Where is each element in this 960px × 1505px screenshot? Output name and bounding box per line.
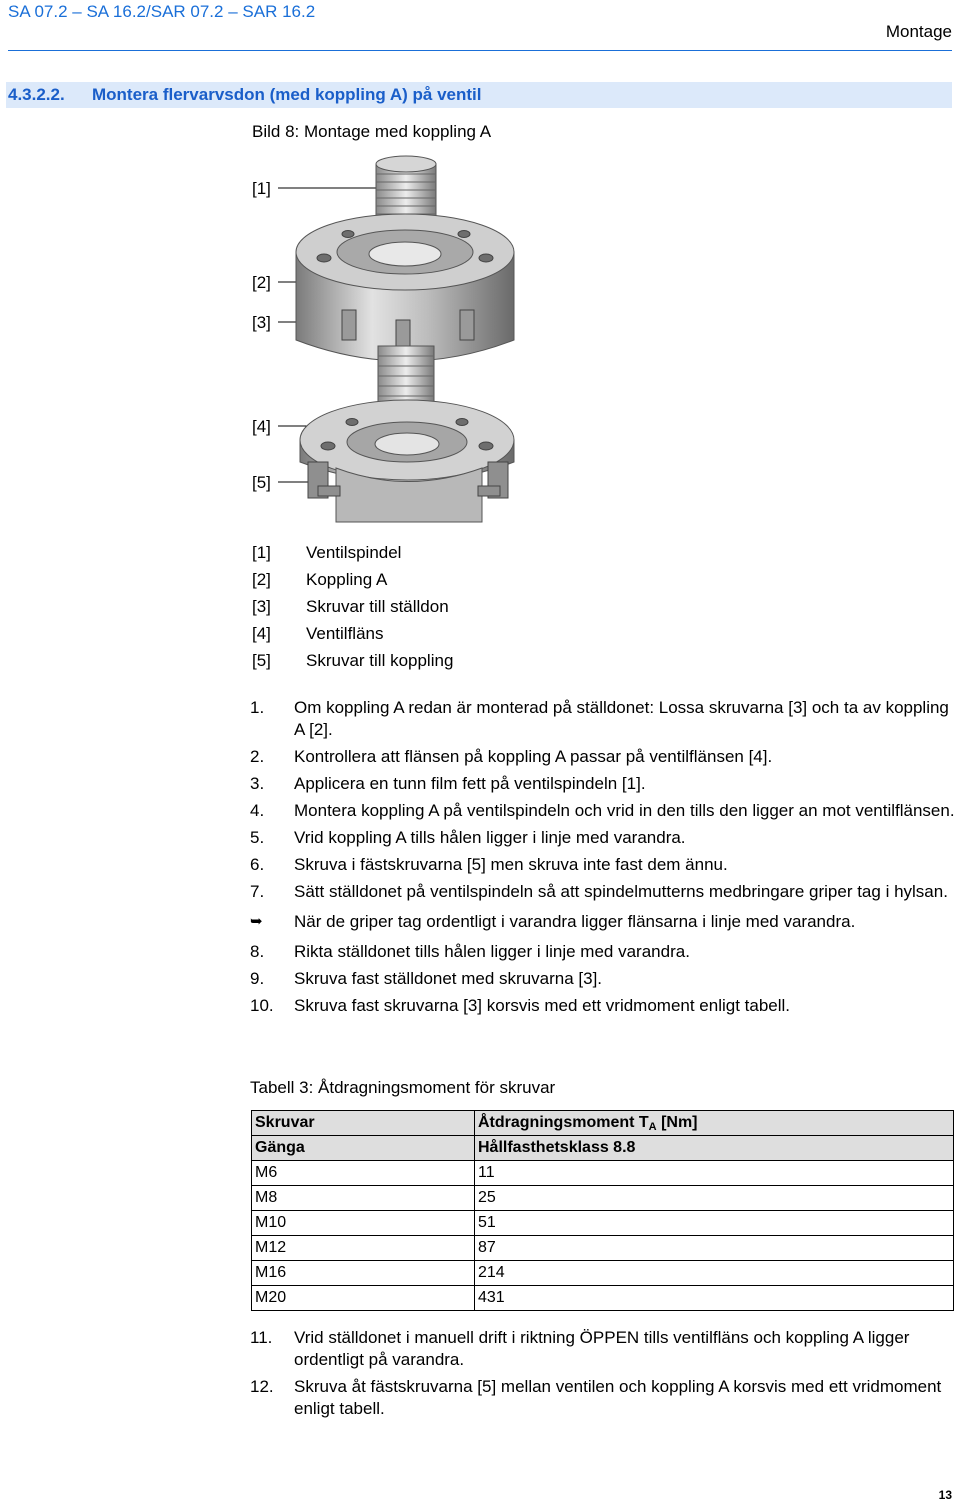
step-number: 11.: [250, 1328, 273, 1347]
section-heading: [6, 82, 952, 108]
step-text: Vrid ställdonet i manuell drift i riktning ÖPPEN tills ventilfläns och koppling A ligger ordentligt på varandra.: [294, 1328, 910, 1369]
legend-label: Ventilfläns: [306, 623, 384, 643]
step: [250, 854, 955, 876]
step: [250, 941, 955, 963]
legend-item: [252, 539, 453, 566]
page-number: 13: [938, 1488, 952, 1502]
legend-label: Skruvar till ställdon: [306, 596, 449, 616]
step: [250, 697, 955, 741]
step-number: 10.: [250, 996, 274, 1015]
step-text: Rikta ställdonet tills hålen ligger i linje med varandra.: [294, 942, 690, 961]
step: [250, 746, 955, 768]
header-cell: Hållfasthetsklass 8.8: [475, 1136, 954, 1161]
legend-label: Koppling A: [306, 569, 388, 589]
thread-cell: M10: [252, 1211, 475, 1236]
step-text: Vrid koppling A tills hålen ligger i linje med varandra.: [294, 828, 686, 847]
torque-cell: 25: [475, 1186, 954, 1211]
step: [250, 800, 955, 822]
step-number: 3.: [250, 774, 265, 793]
table-row: [252, 1261, 954, 1286]
header-cell: Skruvar: [252, 1111, 475, 1136]
legend-key: [5]: [252, 650, 271, 670]
table-header-row: [252, 1111, 954, 1136]
thread-cell: M20: [252, 1286, 475, 1311]
section-number: 4.3.2.2.: [8, 85, 65, 104]
step-text: Skruva i fästskruvarna [5] men skruva inte fast dem ännu.: [294, 855, 728, 874]
header-divider: [8, 50, 952, 51]
header-text: Åtdragningsmoment T: [478, 1113, 649, 1131]
thread-cell: M8: [252, 1186, 475, 1211]
callout-label: [2]: [252, 273, 271, 292]
coupling-assembly-illustration: [248, 150, 548, 540]
step-number: 2.: [250, 747, 265, 766]
step: [250, 827, 955, 849]
thread-cell: M6: [252, 1161, 475, 1186]
step-text: Sätt ställdonet på ventilspindeln så att spindelmutterns medbringare griper tag i hylsan.: [294, 882, 948, 901]
legend-item: [252, 620, 453, 647]
step-result: [250, 911, 955, 933]
section-title: Montera flervarvsdon (med koppling A) på ventil: [92, 85, 482, 104]
step-number: 1.: [250, 698, 265, 717]
step: [250, 1376, 955, 1420]
table-row: [252, 1236, 954, 1261]
table-row: [252, 1286, 954, 1311]
step-text: Kontrollera att flänsen på koppling A passar på ventilflänsen [4].: [294, 747, 773, 766]
step-text: Montera koppling A på ventilspindeln och vrid in den tills den ligger an mot ventilflänsen.: [294, 801, 955, 820]
step: [250, 968, 955, 990]
callout-label: [5]: [252, 473, 271, 492]
thread-cell: M16: [252, 1261, 475, 1286]
legend-item: [252, 593, 453, 620]
torque-cell: 11: [475, 1161, 954, 1186]
thread-cell: M12: [252, 1236, 475, 1261]
header-subscript: A: [648, 1120, 657, 1133]
torque-table: [251, 1110, 954, 1311]
callout-label: [3]: [252, 313, 271, 332]
table-caption: Tabell 3: Åtdragningsmoment för skruvar: [250, 1078, 556, 1097]
header-cell: [475, 1111, 954, 1136]
step-number: 12.: [250, 1377, 274, 1396]
step: [250, 995, 955, 1017]
step: [250, 881, 955, 903]
table-row: [252, 1211, 954, 1236]
result-arrow-icon: ➥: [250, 913, 263, 930]
torque-cell: 87: [475, 1236, 954, 1261]
legend-label: Skruvar till koppling: [306, 650, 454, 670]
step-number: 9.: [250, 969, 265, 988]
coupling-drawing: [248, 150, 548, 540]
torque-cell: 431: [475, 1286, 954, 1311]
step-number: 4.: [250, 801, 265, 820]
legend-key: [1]: [252, 542, 271, 562]
legend-label: Ventilspindel: [306, 542, 402, 562]
step-text: Om koppling A redan är monterad på ställdonet: Lossa skruvarna [3] och ta av koppling A [2].: [294, 698, 949, 739]
figure-legend: [252, 539, 453, 674]
step: [250, 1327, 955, 1371]
step-number: 5.: [250, 828, 265, 847]
torque-cell: 214: [475, 1261, 954, 1286]
step-text: Skruva fast ställdonet med skruvarna [3].: [294, 969, 603, 988]
legend-key: [2]: [252, 569, 271, 589]
step-number: 8.: [250, 942, 265, 961]
document-reference: SA 07.2 – SA 16.2/SAR 07.2 – SAR 16.2: [8, 2, 316, 21]
table-header-row: [252, 1136, 954, 1161]
step-text: Skruva fast skruvarna [3] korsvis med ett vridmoment enligt tabell.: [294, 996, 791, 1015]
table-row: [252, 1186, 954, 1211]
legend-key: [3]: [252, 596, 271, 616]
chapter-title: Montage: [885, 22, 952, 41]
header-cell: Gänga: [252, 1136, 475, 1161]
torque-cell: 51: [475, 1211, 954, 1236]
table-row: [252, 1161, 954, 1186]
step-number: 6.: [250, 855, 265, 874]
figure-caption: Bild 8: Montage med koppling A: [252, 122, 492, 141]
legend-item: [252, 647, 453, 674]
step-text: När de griper tag ordentligt i varandra ligger flänsarna i linje med varandra.: [294, 912, 856, 931]
instruction-steps-continued: [250, 1327, 955, 1425]
step: [250, 773, 955, 795]
instruction-steps: [250, 697, 955, 1022]
callout-label: [4]: [252, 417, 271, 436]
legend-item: [252, 566, 453, 593]
step-text: Applicera en tunn film fett på ventilspindeln [1].: [294, 774, 646, 793]
step-text: Skruva åt fästskruvarna [5] mellan ventilen och koppling A korsvis med ett vridmoment enligt tabell.: [294, 1377, 942, 1418]
header-unit: [Nm]: [656, 1113, 698, 1131]
callout-label: [1]: [252, 179, 271, 198]
legend-key: [4]: [252, 623, 271, 643]
step-number: 7.: [250, 882, 265, 901]
